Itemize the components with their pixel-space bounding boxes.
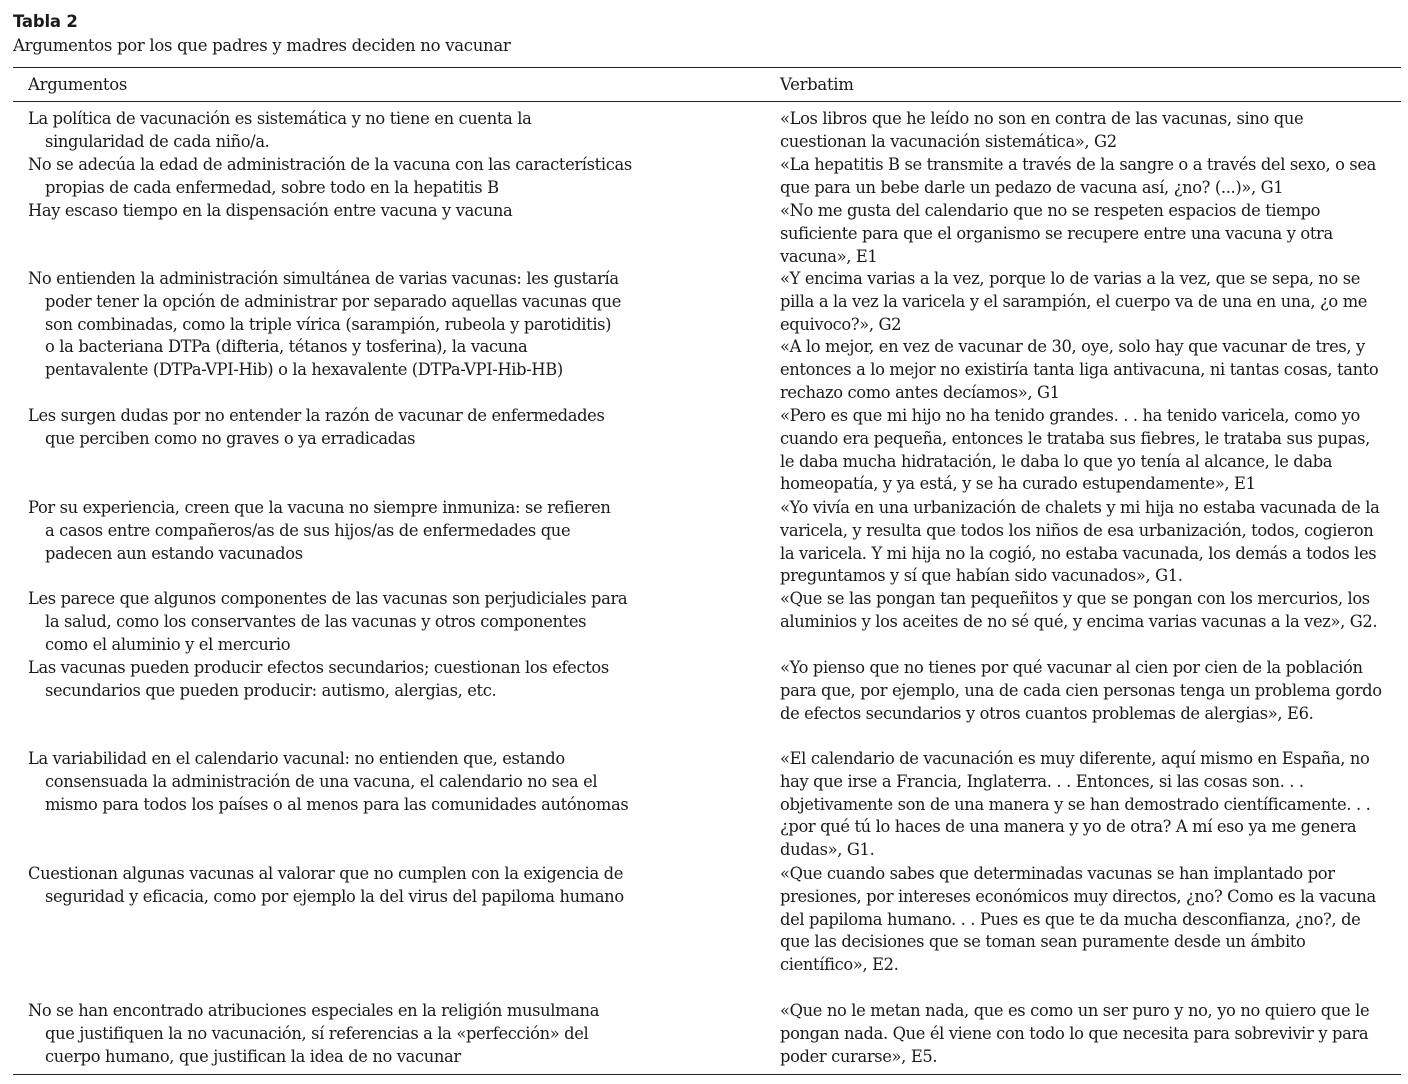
- verbatim-line: «Los libros que he leído no son en contra de las vacunas, sino que: [780, 109, 1304, 128]
- verbatim-line: pongan nada. Que él viene con todo lo que necesita para sobrevivir y para: [780, 1023, 1369, 1043]
- argument-line: Por su experiencia, creen que la vacuna no siempre inmuniza: se refieren: [28, 498, 611, 517]
- column-header-verbatim: Verbatim: [780, 75, 854, 94]
- argument-line: o la bacteriana DTPa (difteria, tétanos y tosferina), la vacuna: [45, 337, 528, 357]
- verbatim-line: «Que se las pongan tan pequeñitos y que se pongan con los mercurios, los: [780, 589, 1370, 608]
- argument-cell: [28, 108, 668, 154]
- verbatim-line: «El calendario de vacunación es muy diferente, aquí mismo en España, no: [780, 749, 1370, 768]
- argument-line: secundarios que pueden producir: autismo, alergias, etc.: [45, 680, 497, 700]
- argument-line: Las vacunas pueden producir efectos secundarios; cuestionan los efectos: [28, 658, 609, 677]
- table-caption-subtitle: Argumentos por los que padres y madres deciden no vacunar: [13, 36, 511, 55]
- argument-cell: [28, 268, 668, 382]
- verbatim-line: «Que no le metan nada, que es como un ser puro y no, yo no quiero que le: [780, 1001, 1370, 1020]
- argument-line: como el aluminio y el mercurio: [45, 634, 291, 654]
- argument-cell: [28, 748, 668, 816]
- argument-line: Hay escaso tiempo en la dispensación entre vacuna y vacuna: [28, 201, 513, 220]
- argument-cell: [28, 1000, 668, 1068]
- table-caption-title: Tabla 2: [13, 12, 78, 31]
- verbatim-line: ¿por qué tú lo haces de una manera y yo de otra? A mí eso ya me genera: [780, 817, 1357, 837]
- verbatim-line: dudas», G1.: [780, 840, 875, 860]
- argument-line: Cuestionan algunas vacunas al valorar que no cumplen con la exigencia de: [28, 864, 624, 883]
- verbatim-cell: [780, 657, 1400, 725]
- verbatim-line: científico», E2.: [780, 955, 899, 975]
- argument-cell: [28, 588, 668, 656]
- verbatim-cell: [780, 748, 1400, 862]
- verbatim-line: para que, por ejemplo, una de cada cien personas tenga un problema gordo: [780, 680, 1382, 700]
- verbatim-line: hay que irse a Francia, Inglaterra. . . Entonces, si las cosas son. . .: [780, 771, 1304, 791]
- verbatim-cell: [780, 154, 1400, 200]
- verbatim-line: cuestionan la vacunación sistemática», G2: [780, 131, 1117, 151]
- argument-cell: [28, 200, 668, 223]
- verbatim-line: «Que cuando sabes que determinadas vacunas se han implantado por: [780, 864, 1335, 883]
- argument-line: propias de cada enfermedad, sobre todo en la hepatitis B: [45, 177, 499, 197]
- argument-line: seguridad y eficacia, como por ejemplo la del virus del papiloma humano: [45, 886, 624, 906]
- argument-line: La variabilidad en el calendario vacunal: no entienden que, estando: [28, 749, 565, 768]
- argument-line: Les parece que algunos componentes de las vacunas son perjudiciales para: [28, 589, 628, 608]
- verbatim-line: aluminios y los aceites de no sé qué, y encima varias vacunas a la vez», G2.: [780, 611, 1378, 631]
- argument-cell: [28, 405, 668, 451]
- verbatim-line: cuando era pequeña, entonces le trataba sus fiebres, le trataba sus pupas,: [780, 428, 1370, 448]
- verbatim-line: la varicela. Y mi hija no la cogió, no estaba vacunada, los demás a todos les: [780, 543, 1377, 563]
- verbatim-cell: [780, 497, 1400, 588]
- verbatim-line: «A lo mejor, en vez de vacunar de 30, oye, solo hay que vacunar de tres, y: [780, 337, 1365, 357]
- argument-line: que perciben como no graves o ya erradicadas: [45, 428, 416, 448]
- table-top-rule: [13, 67, 1401, 68]
- argument-line: poder tener la opción de administrar por separado aquellas vacunas que: [45, 291, 622, 311]
- verbatim-line: poder curarse», E5.: [780, 1046, 938, 1066]
- argument-cell: [28, 863, 668, 909]
- verbatim-line: equivoco?», G2: [780, 314, 902, 334]
- verbatim-line: entonces a lo mejor no existiría tanta liga antivacuna, ni tantas cosas, tanto: [780, 360, 1379, 380]
- verbatim-cell: [780, 108, 1400, 154]
- table-header-rule: [13, 101, 1401, 102]
- verbatim-cell: [780, 200, 1400, 268]
- argument-line: son combinadas, como la triple vírica (sarampión, rubeola y parotiditis): [45, 314, 612, 334]
- argument-line: mismo para todos los países o al menos para las comunidades autónomas: [45, 794, 629, 814]
- argument-line: pentavalente (DTPa-VPI-Hib) o la hexavalente (DTPa-VPI-Hib-HB): [45, 360, 563, 380]
- argument-line: No se adecúa la edad de administración de la vacuna con las características: [28, 155, 632, 174]
- verbatim-line: rechazo como antes decíamos», G1: [780, 382, 1060, 402]
- argument-line: singularidad de cada niño/a.: [45, 131, 270, 151]
- verbatim-line: que las decisiones que se toman sean puramente desde un ámbito: [780, 932, 1306, 952]
- verbatim-cell: [780, 405, 1400, 496]
- verbatim-line: objetivamente son de una manera y se han demostrado científicamente. . .: [780, 794, 1371, 814]
- verbatim-cell: [780, 588, 1400, 634]
- verbatim-line: «Pero es que mi hijo no ha tenido grandes. . . ha tenido varicela, como yo: [780, 406, 1360, 425]
- verbatim-line: pilla a la vez la varicela y el sarampión, el cuerpo va de una en una, ¿o me: [780, 291, 1368, 311]
- verbatim-line: de efectos secundarios y otros cuantos problemas de alergias», E6.: [780, 703, 1314, 723]
- argument-line: padecen aun estando vacunados: [45, 543, 303, 563]
- argument-line: No entienden la administración simultánea de varias vacunas: les gustaría: [28, 269, 619, 288]
- argument-line: a casos entre compañeros/as de sus hijos/as de enfermedades que: [45, 520, 571, 540]
- argument-cell: [28, 657, 668, 703]
- verbatim-cell: [780, 1000, 1400, 1068]
- argument-line: la salud, como los conservantes de las vacunas y otros componentes: [45, 611, 587, 631]
- verbatim-line: vacuna», E1: [780, 246, 878, 266]
- verbatim-line: «Yo vivía en una urbanización de chalets y mi hija no estaba vacunada de la: [780, 498, 1380, 517]
- verbatim-line: que para un bebe darle un pedazo de vacuna así, ¿no? (...)», G1: [780, 177, 1284, 197]
- argument-cell: [28, 497, 668, 565]
- verbatim-line: presiones, por intereses económicos muy directos, ¿no? Como es la vacuna: [780, 886, 1376, 906]
- verbatim-line: «Y encima varias a la vez, porque lo de varias a la vez, que se sepa, no se: [780, 269, 1361, 288]
- verbatim-line: «Yo pienso que no tienes por qué vacunar al cien por cien de la población: [780, 658, 1363, 677]
- verbatim-line: homeopatía, y ya está, y se ha curado estupendamente», E1: [780, 474, 1256, 494]
- argument-line: consensuada la administración de una vacuna, el calendario no sea el: [45, 771, 598, 791]
- argument-line: que justifiquen la no vacunación, sí referencias a la «perfección» del: [45, 1023, 589, 1043]
- argument-line: cuerpo humano, que justifican la idea de no vacunar: [45, 1046, 461, 1066]
- verbatim-cell: [780, 863, 1400, 977]
- verbatim-line: «No me gusta del calendario que no se respeten espacios de tiempo: [780, 201, 1321, 220]
- verbatim-line: preguntamos y sí que habían sido vacunados», G1.: [780, 566, 1183, 586]
- verbatim-line: le daba mucha hidratación, le daba lo que yo tenía al alcance, le daba: [780, 451, 1333, 471]
- argument-line: Les surgen dudas por no entender la razón de vacunar de enfermedades: [28, 406, 605, 425]
- column-header-argumentos: Argumentos: [28, 75, 128, 94]
- verbatim-line: del papiloma humano. . . Pues es que te da mucha desconfianza, ¿no?, de: [780, 909, 1361, 929]
- argument-line: No se han encontrado atribuciones especiales en la religión musulmana: [28, 1001, 600, 1020]
- verbatim-cell: [780, 268, 1400, 405]
- argument-line: La política de vacunación es sistemática y no tiene en cuenta la: [28, 109, 532, 128]
- argument-cell: [28, 154, 668, 200]
- verbatim-line: suficiente para que el organismo se recupere entre una vacuna y otra: [780, 223, 1333, 243]
- verbatim-line: «La hepatitis B se transmite a través de la sangre o a través del sexo, o sea: [780, 155, 1377, 174]
- verbatim-line: varicela, y resulta que todos los niños de esa urbanización, todos, cogieron: [780, 520, 1374, 540]
- table-bottom-rule: [13, 1074, 1401, 1075]
